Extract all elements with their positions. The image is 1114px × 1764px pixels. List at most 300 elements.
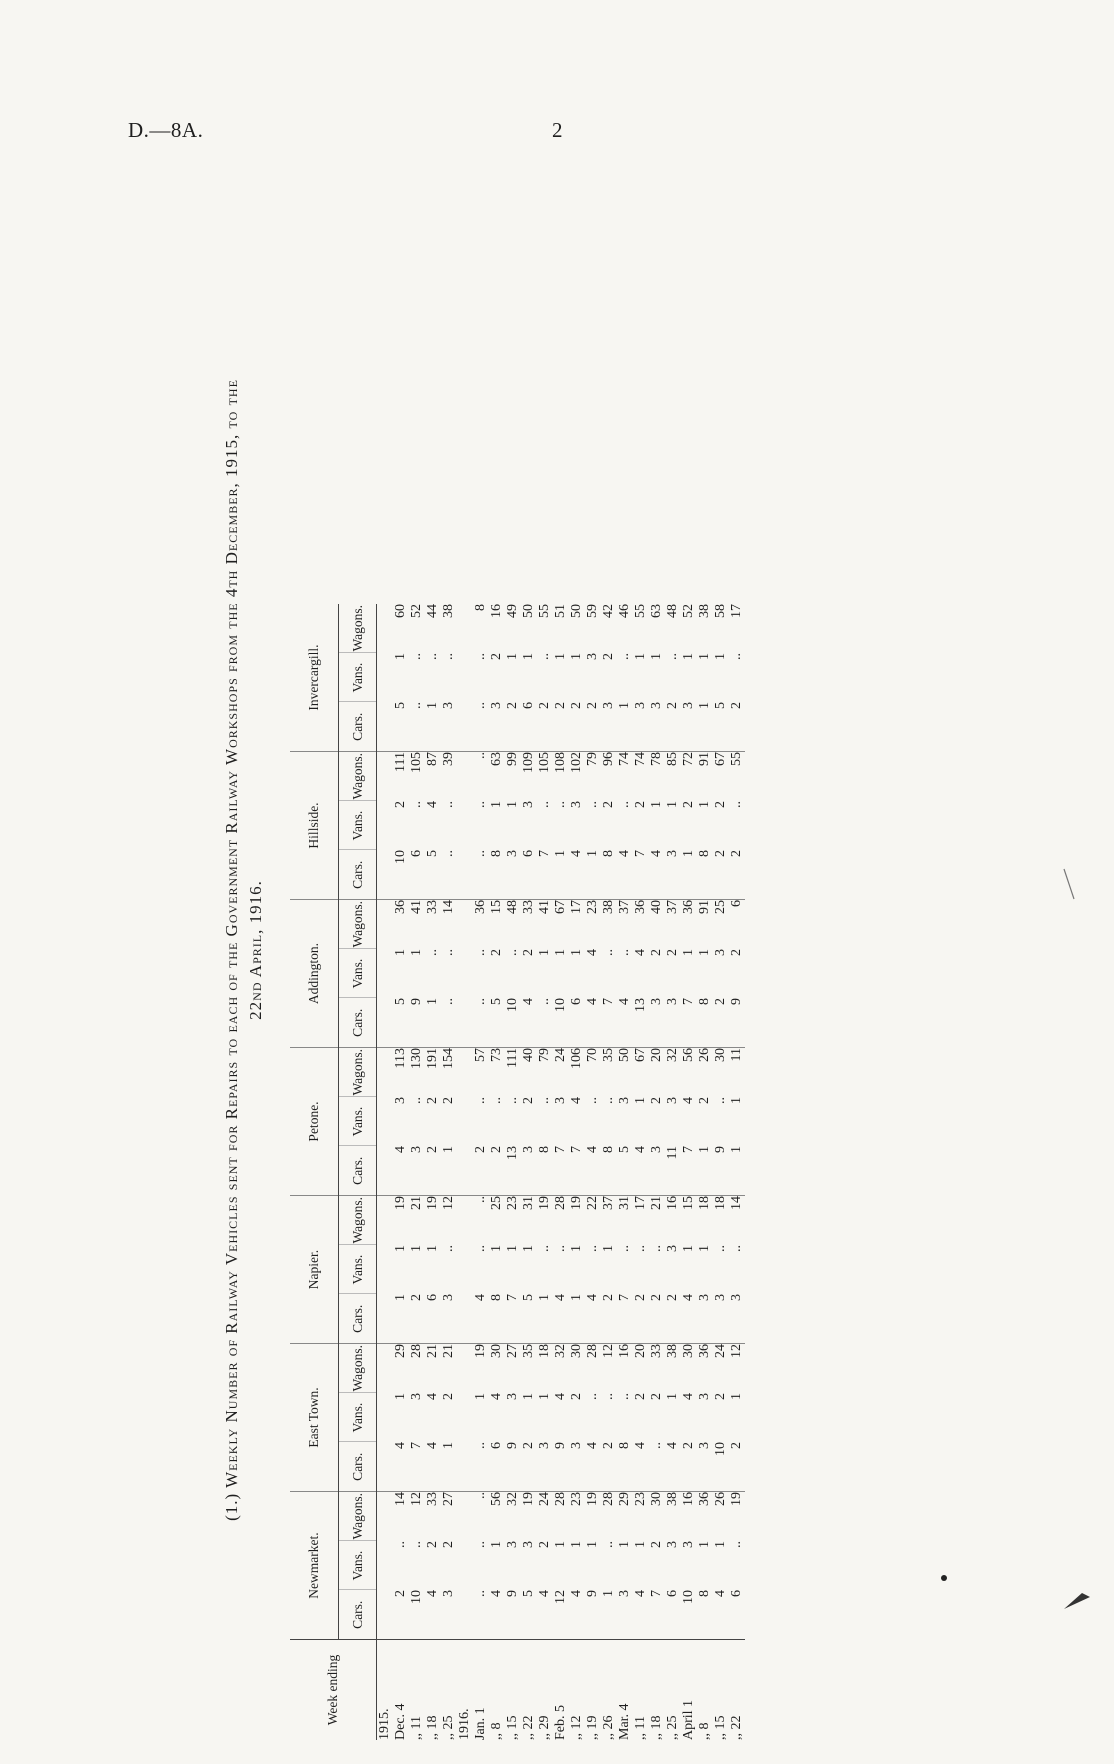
- value-cell: 1: [665, 1393, 680, 1400]
- value-cell: 1: [649, 653, 664, 660]
- value-cell: ..: [537, 998, 552, 1005]
- value-cell: 31: [521, 1196, 537, 1246]
- station-header-newmarket: Newmarket.: [290, 1492, 339, 1640]
- value-cell: ..: [441, 850, 456, 857]
- value-cell: 74: [617, 752, 633, 802]
- value-cell: 1: [681, 1245, 696, 1252]
- value-cell: 4: [425, 1442, 440, 1449]
- value-cell: 17: [569, 900, 585, 950]
- value-cell: 57: [473, 1048, 489, 1098]
- value-cell: ..: [585, 1393, 600, 1400]
- value-cell: 5: [713, 702, 728, 709]
- value-cell: 99: [505, 752, 521, 802]
- value-cell: 1: [569, 1245, 584, 1252]
- table-row: [601, 604, 617, 1740]
- value-cell: 12: [601, 1344, 617, 1394]
- empty-cell: [457, 949, 473, 998]
- empty-cell: [457, 900, 473, 950]
- value-cell: ..: [617, 949, 632, 956]
- value-cell: 1: [569, 1294, 584, 1301]
- value-cell: 19: [537, 1196, 553, 1246]
- value-cell: 2: [425, 1097, 440, 1104]
- value-cell: 3: [665, 1245, 680, 1252]
- value-cell: 3: [713, 1294, 728, 1301]
- value-cell: ..: [601, 949, 616, 956]
- value-cell: 30: [649, 1492, 665, 1542]
- value-cell: 8: [617, 1442, 632, 1449]
- value-cell: 12: [441, 1196, 457, 1246]
- value-cell: 16: [681, 1492, 697, 1542]
- value-cell: 4: [521, 998, 536, 1005]
- value-cell: 33: [649, 1344, 665, 1394]
- scan-speck-corner: [1060, 1585, 1100, 1615]
- value-cell: 4: [425, 801, 440, 808]
- value-cell: 24: [537, 1492, 553, 1542]
- value-cell: 8: [697, 1590, 712, 1597]
- empty-cell: [377, 1393, 394, 1442]
- station-header-petone: Petone.: [290, 1048, 339, 1196]
- value-cell: 2: [729, 949, 744, 956]
- value-cell: 130: [409, 1048, 425, 1098]
- empty-cell: [457, 1492, 473, 1542]
- value-cell: ..: [473, 801, 488, 808]
- value-cell: 7: [681, 1146, 696, 1153]
- value-cell: 38: [441, 604, 456, 618]
- value-cell: 2: [713, 850, 728, 857]
- empty-cell: [377, 752, 394, 802]
- value-cell: 44: [425, 604, 440, 618]
- value-cell: ..: [729, 801, 744, 808]
- value-cell: 21: [425, 1344, 441, 1394]
- value-cell: 5: [489, 998, 504, 1005]
- value-cell: 19: [585, 1492, 601, 1542]
- value-cell: 2: [633, 801, 648, 808]
- value-cell: 1: [521, 1393, 536, 1400]
- value-cell: 3: [681, 702, 696, 709]
- value-cell: 2: [489, 653, 504, 660]
- station-header-napier: Napier.: [290, 1196, 339, 1344]
- value-cell: 21: [409, 1196, 425, 1246]
- value-cell: 18: [697, 1196, 713, 1246]
- value-cell: 7: [633, 850, 648, 857]
- value-cell: 4: [569, 1097, 584, 1104]
- value-cell: 8: [601, 850, 616, 857]
- value-cell: 37: [665, 900, 681, 950]
- value-cell: 16: [489, 604, 504, 618]
- value-cell: 3: [665, 998, 680, 1005]
- value-cell: ..: [505, 1097, 520, 1104]
- value-cell: ..: [473, 1196, 489, 1246]
- value-cell: 3: [681, 1541, 696, 1548]
- value-cell: 19: [569, 1196, 585, 1246]
- value-cell: 56: [489, 1492, 505, 1542]
- value-cell: 35: [601, 1048, 617, 1098]
- value-cell: 46: [617, 604, 632, 618]
- value-cell: ..: [473, 1245, 488, 1252]
- empty-cell: [457, 1097, 473, 1146]
- empty-cell: [377, 653, 394, 702]
- value-cell: 1: [425, 998, 440, 1005]
- value-cell: 25: [713, 900, 729, 950]
- value-cell: 4: [681, 1097, 696, 1104]
- value-cell: 39: [441, 752, 457, 802]
- value-cell: 2: [521, 949, 536, 956]
- value-cell: 1: [633, 1097, 648, 1104]
- value-cell: ..: [553, 1245, 568, 1252]
- value-cell: 3: [409, 1393, 424, 1400]
- value-cell: 38: [601, 900, 617, 950]
- value-cell: 50: [569, 604, 584, 618]
- value-cell: 67: [713, 752, 729, 802]
- week-ending-cell: ,, 8: [489, 1640, 505, 1741]
- value-cell: ..: [601, 1097, 616, 1104]
- value-cell: 2: [665, 702, 680, 709]
- value-cell: ..: [713, 1097, 728, 1104]
- value-cell: 1: [633, 1541, 648, 1548]
- value-cell: 4: [489, 1590, 504, 1597]
- value-cell: 3: [649, 1146, 664, 1153]
- value-cell: 19: [729, 1492, 745, 1542]
- value-cell: 85: [665, 752, 681, 802]
- subheader-wagons: Wagons.: [339, 1048, 377, 1098]
- value-cell: 14: [393, 1492, 409, 1542]
- value-cell: 50: [521, 604, 536, 618]
- subheader-wagons: Wagons.: [339, 604, 377, 653]
- value-cell: 3: [441, 1294, 456, 1301]
- value-cell: 105: [537, 752, 553, 802]
- value-cell: ..: [665, 653, 680, 660]
- value-cell: 30: [681, 1344, 697, 1394]
- empty-cell: [377, 850, 394, 900]
- value-cell: ..: [505, 949, 520, 956]
- value-cell: 7: [601, 998, 616, 1005]
- value-cell: 1: [537, 949, 552, 956]
- value-cell: 79: [585, 752, 601, 802]
- value-cell: ..: [409, 1097, 424, 1104]
- value-cell: 6: [569, 998, 584, 1005]
- value-cell: 2: [665, 1294, 680, 1301]
- value-cell: 2: [601, 1442, 616, 1449]
- value-cell: ..: [473, 949, 488, 956]
- value-cell: 7: [409, 1442, 424, 1449]
- value-cell: 6: [729, 900, 745, 950]
- value-cell: 105: [409, 752, 425, 802]
- value-cell: ..: [473, 653, 488, 660]
- value-cell: 191: [425, 1048, 441, 1098]
- value-cell: 6: [665, 1590, 680, 1597]
- value-cell: 32: [553, 1344, 569, 1394]
- value-cell: 1: [441, 1442, 456, 1449]
- value-cell: ..: [473, 1442, 488, 1449]
- value-cell: ..: [473, 1492, 489, 1542]
- week-ending-cell: ,, 12: [569, 1640, 585, 1741]
- value-cell: ..: [441, 653, 456, 660]
- subheader-wagons: Wagons.: [339, 752, 377, 802]
- table-row: [617, 604, 633, 1740]
- value-cell: 1: [553, 1541, 568, 1548]
- value-cell: 32: [665, 1048, 681, 1098]
- value-cell: 2: [713, 998, 728, 1005]
- value-cell: 3: [441, 702, 456, 709]
- value-cell: 24: [553, 1048, 569, 1098]
- subheader-cars: Cars.: [339, 1294, 377, 1344]
- week-ending-cell: Jan. 1: [473, 1640, 489, 1741]
- value-cell: 3: [665, 1541, 680, 1548]
- value-cell: 9: [553, 1442, 568, 1449]
- subheader-vans: Vans.: [339, 1245, 377, 1294]
- subheader-cars: Cars.: [339, 1146, 377, 1196]
- value-cell: 12: [553, 1590, 568, 1604]
- empty-cell: [377, 1245, 394, 1294]
- table-row: [553, 604, 569, 1740]
- empty-cell: [457, 604, 473, 653]
- value-cell: 23: [585, 900, 601, 950]
- value-cell: 28: [601, 1492, 617, 1542]
- value-cell: ..: [633, 1245, 648, 1252]
- value-cell: 1: [585, 1541, 600, 1548]
- value-cell: 1: [409, 1245, 424, 1252]
- value-cell: 37: [617, 900, 633, 950]
- value-cell: 26: [713, 1492, 729, 1542]
- value-cell: 26: [697, 1048, 713, 1098]
- value-cell: 48: [505, 900, 521, 950]
- value-cell: 1: [681, 653, 696, 660]
- subheader-cars: Cars.: [339, 850, 377, 900]
- empty-cell: [377, 702, 394, 752]
- value-cell: 78: [649, 752, 665, 802]
- value-cell: 1: [473, 1393, 488, 1400]
- table-row: [665, 604, 681, 1740]
- value-cell: ..: [473, 1541, 488, 1548]
- value-cell: ..: [473, 998, 488, 1005]
- value-cell: 55: [729, 752, 745, 802]
- value-cell: 28: [553, 1492, 569, 1542]
- empty-cell: [377, 1294, 394, 1344]
- value-cell: 67: [553, 900, 569, 950]
- value-cell: 6: [409, 850, 424, 857]
- value-cell: 2: [601, 801, 616, 808]
- scan-speck-dot: [938, 1572, 950, 1584]
- value-cell: 7: [681, 998, 696, 1005]
- subheader-vans: Vans.: [339, 949, 377, 998]
- empty-cell: [457, 1344, 473, 1394]
- value-cell: 18: [537, 1344, 553, 1394]
- value-cell: 41: [537, 900, 553, 950]
- value-cell: 40: [521, 1048, 537, 1098]
- value-cell: ..: [441, 801, 456, 808]
- value-cell: 17: [633, 1196, 649, 1246]
- value-cell: 6: [729, 1590, 744, 1597]
- value-cell: 1: [729, 1393, 744, 1400]
- value-cell: 30: [713, 1048, 729, 1098]
- table-row: [585, 604, 601, 1740]
- empty-cell: [377, 1492, 394, 1542]
- value-cell: 2: [729, 702, 744, 709]
- week-ending-header: Week ending: [290, 1640, 377, 1741]
- value-cell: 74: [633, 752, 649, 802]
- value-cell: 2: [649, 1097, 664, 1104]
- value-cell: ..: [441, 1245, 456, 1252]
- station-header-invercargill: Invercargill.: [290, 604, 339, 752]
- subheader-vans: Vans.: [339, 801, 377, 850]
- value-cell: 4: [393, 1442, 408, 1449]
- value-cell: ..: [553, 801, 568, 808]
- value-cell: 10: [409, 1590, 424, 1604]
- value-cell: 3: [521, 1146, 536, 1153]
- week-ending-cell: ,, 26: [601, 1640, 617, 1741]
- value-cell: 1: [697, 653, 712, 660]
- value-cell: 5: [393, 998, 408, 1005]
- value-cell: ..: [617, 1245, 632, 1252]
- value-cell: 3: [489, 702, 504, 709]
- subheader-vans: Vans.: [339, 653, 377, 702]
- value-cell: 1: [505, 801, 520, 808]
- value-cell: 3: [697, 1393, 712, 1400]
- value-cell: ..: [409, 702, 424, 709]
- value-cell: 38: [665, 1344, 681, 1394]
- value-cell: 4: [425, 1393, 440, 1400]
- value-cell: 3: [649, 998, 664, 1005]
- week-ending-cell: ,, 25: [665, 1640, 681, 1741]
- value-cell: 3: [617, 1097, 632, 1104]
- value-cell: 52: [409, 604, 424, 618]
- subheader-vans: Vans.: [339, 1393, 377, 1442]
- value-cell: 2: [425, 1146, 440, 1153]
- value-cell: 2: [409, 1294, 424, 1301]
- value-cell: 16: [665, 1196, 681, 1246]
- empty-cell: [377, 604, 394, 653]
- value-cell: 6: [521, 850, 536, 857]
- table-title-line-1: (1.) Weekly Number of Railway Vehicles sent for Repairs to each of the Government Railway Workshops from the 4th December, 1915, to the: [222, 379, 241, 1521]
- value-cell: 8: [601, 1146, 616, 1153]
- value-cell: 3: [665, 1097, 680, 1104]
- value-cell: 91: [697, 752, 713, 802]
- table-row: [441, 604, 457, 1740]
- week-ending-cell: ,, 11: [409, 1640, 425, 1741]
- value-cell: 1: [569, 949, 584, 956]
- value-cell: 2: [649, 949, 664, 956]
- value-cell: 109: [521, 752, 537, 802]
- value-cell: 6: [489, 1442, 504, 1449]
- value-cell: 2: [713, 1393, 728, 1400]
- value-cell: 4: [537, 1590, 552, 1597]
- table-row: [681, 604, 697, 1740]
- value-cell: 48: [665, 604, 680, 618]
- value-cell: 4: [585, 1294, 600, 1301]
- value-cell: ..: [617, 653, 632, 660]
- value-cell: 2: [601, 653, 616, 660]
- value-cell: 2: [537, 1541, 552, 1548]
- value-cell: 2: [537, 702, 552, 709]
- value-cell: 2: [649, 1393, 664, 1400]
- page-reference: D.—8A.: [128, 118, 204, 142]
- value-cell: 2: [569, 1393, 584, 1400]
- value-cell: 2: [521, 1097, 536, 1104]
- station-header-hillside: Hillside.: [290, 752, 339, 900]
- value-cell: 4: [585, 1442, 600, 1449]
- value-cell: 3: [617, 1590, 632, 1597]
- value-cell: 1: [393, 1245, 408, 1252]
- value-cell: 40: [649, 900, 665, 950]
- empty-cell: [377, 1097, 394, 1146]
- week-ending-cell: ,, 22: [729, 1640, 745, 1741]
- value-cell: 11: [665, 1146, 680, 1160]
- week-ending-cell: ,, 25: [441, 1640, 457, 1741]
- page-number: 2: [552, 118, 563, 142]
- value-cell: 24: [713, 1344, 729, 1394]
- value-cell: 3: [585, 653, 600, 660]
- value-cell: 4: [649, 850, 664, 857]
- subheader-wagons: Wagons.: [339, 1344, 377, 1394]
- empty-cell: [377, 998, 394, 1048]
- value-cell: 38: [697, 604, 712, 618]
- value-cell: 2: [393, 801, 408, 808]
- week-ending-cell: Mar. 4: [617, 1640, 633, 1741]
- empty-cell: [457, 752, 473, 802]
- value-cell: 2: [681, 1442, 696, 1449]
- value-cell: 1: [697, 801, 712, 808]
- value-cell: 79: [537, 1048, 553, 1098]
- value-cell: 2: [729, 850, 744, 857]
- subheader-cars: Cars.: [339, 702, 377, 752]
- value-cell: 70: [585, 1048, 601, 1098]
- value-cell: 1: [697, 702, 712, 709]
- value-cell: 8: [489, 1294, 504, 1301]
- value-cell: 3: [505, 850, 520, 857]
- value-cell: 9: [505, 1590, 520, 1597]
- empty-cell: [457, 1541, 473, 1590]
- value-cell: 7: [505, 1294, 520, 1301]
- table-row: [473, 604, 489, 1740]
- value-cell: ..: [473, 1590, 488, 1597]
- empty-cell: [377, 1541, 394, 1590]
- value-cell: 10: [713, 1442, 728, 1456]
- value-cell: 3: [713, 949, 728, 956]
- value-cell: 1: [601, 1590, 616, 1597]
- value-cell: 12: [729, 1344, 745, 1394]
- empty-cell: [457, 998, 473, 1048]
- week-ending-cell: Dec. 4: [393, 1640, 409, 1741]
- value-cell: 8: [489, 850, 504, 857]
- value-cell: 96: [601, 752, 617, 802]
- value-cell: 5: [521, 1590, 536, 1597]
- empty-cell: [377, 1196, 394, 1246]
- value-cell: 1: [409, 949, 424, 956]
- value-cell: 23: [633, 1492, 649, 1542]
- value-cell: 7: [617, 1294, 632, 1301]
- value-cell: 2: [585, 702, 600, 709]
- value-cell: ..: [425, 653, 440, 660]
- empty-cell: [457, 1442, 473, 1492]
- value-cell: 10: [681, 1590, 696, 1604]
- subheader-cars: Cars.: [339, 1442, 377, 1492]
- value-cell: 4: [681, 1294, 696, 1301]
- value-cell: 2: [425, 1541, 440, 1548]
- table-row: [537, 604, 553, 1740]
- value-cell: 21: [441, 1344, 457, 1394]
- value-cell: 7: [553, 1146, 568, 1153]
- empty-cell: [457, 1048, 473, 1098]
- value-cell: 4: [633, 1442, 648, 1449]
- subheader-wagons: Wagons.: [339, 1492, 377, 1542]
- value-cell: 4: [633, 1146, 648, 1153]
- value-cell: 1: [553, 949, 568, 956]
- value-cell: 2: [649, 1541, 664, 1548]
- value-cell: 106: [569, 1048, 585, 1098]
- value-cell: ..: [409, 1541, 424, 1548]
- value-cell: 9: [729, 998, 744, 1005]
- value-cell: 36: [473, 900, 489, 950]
